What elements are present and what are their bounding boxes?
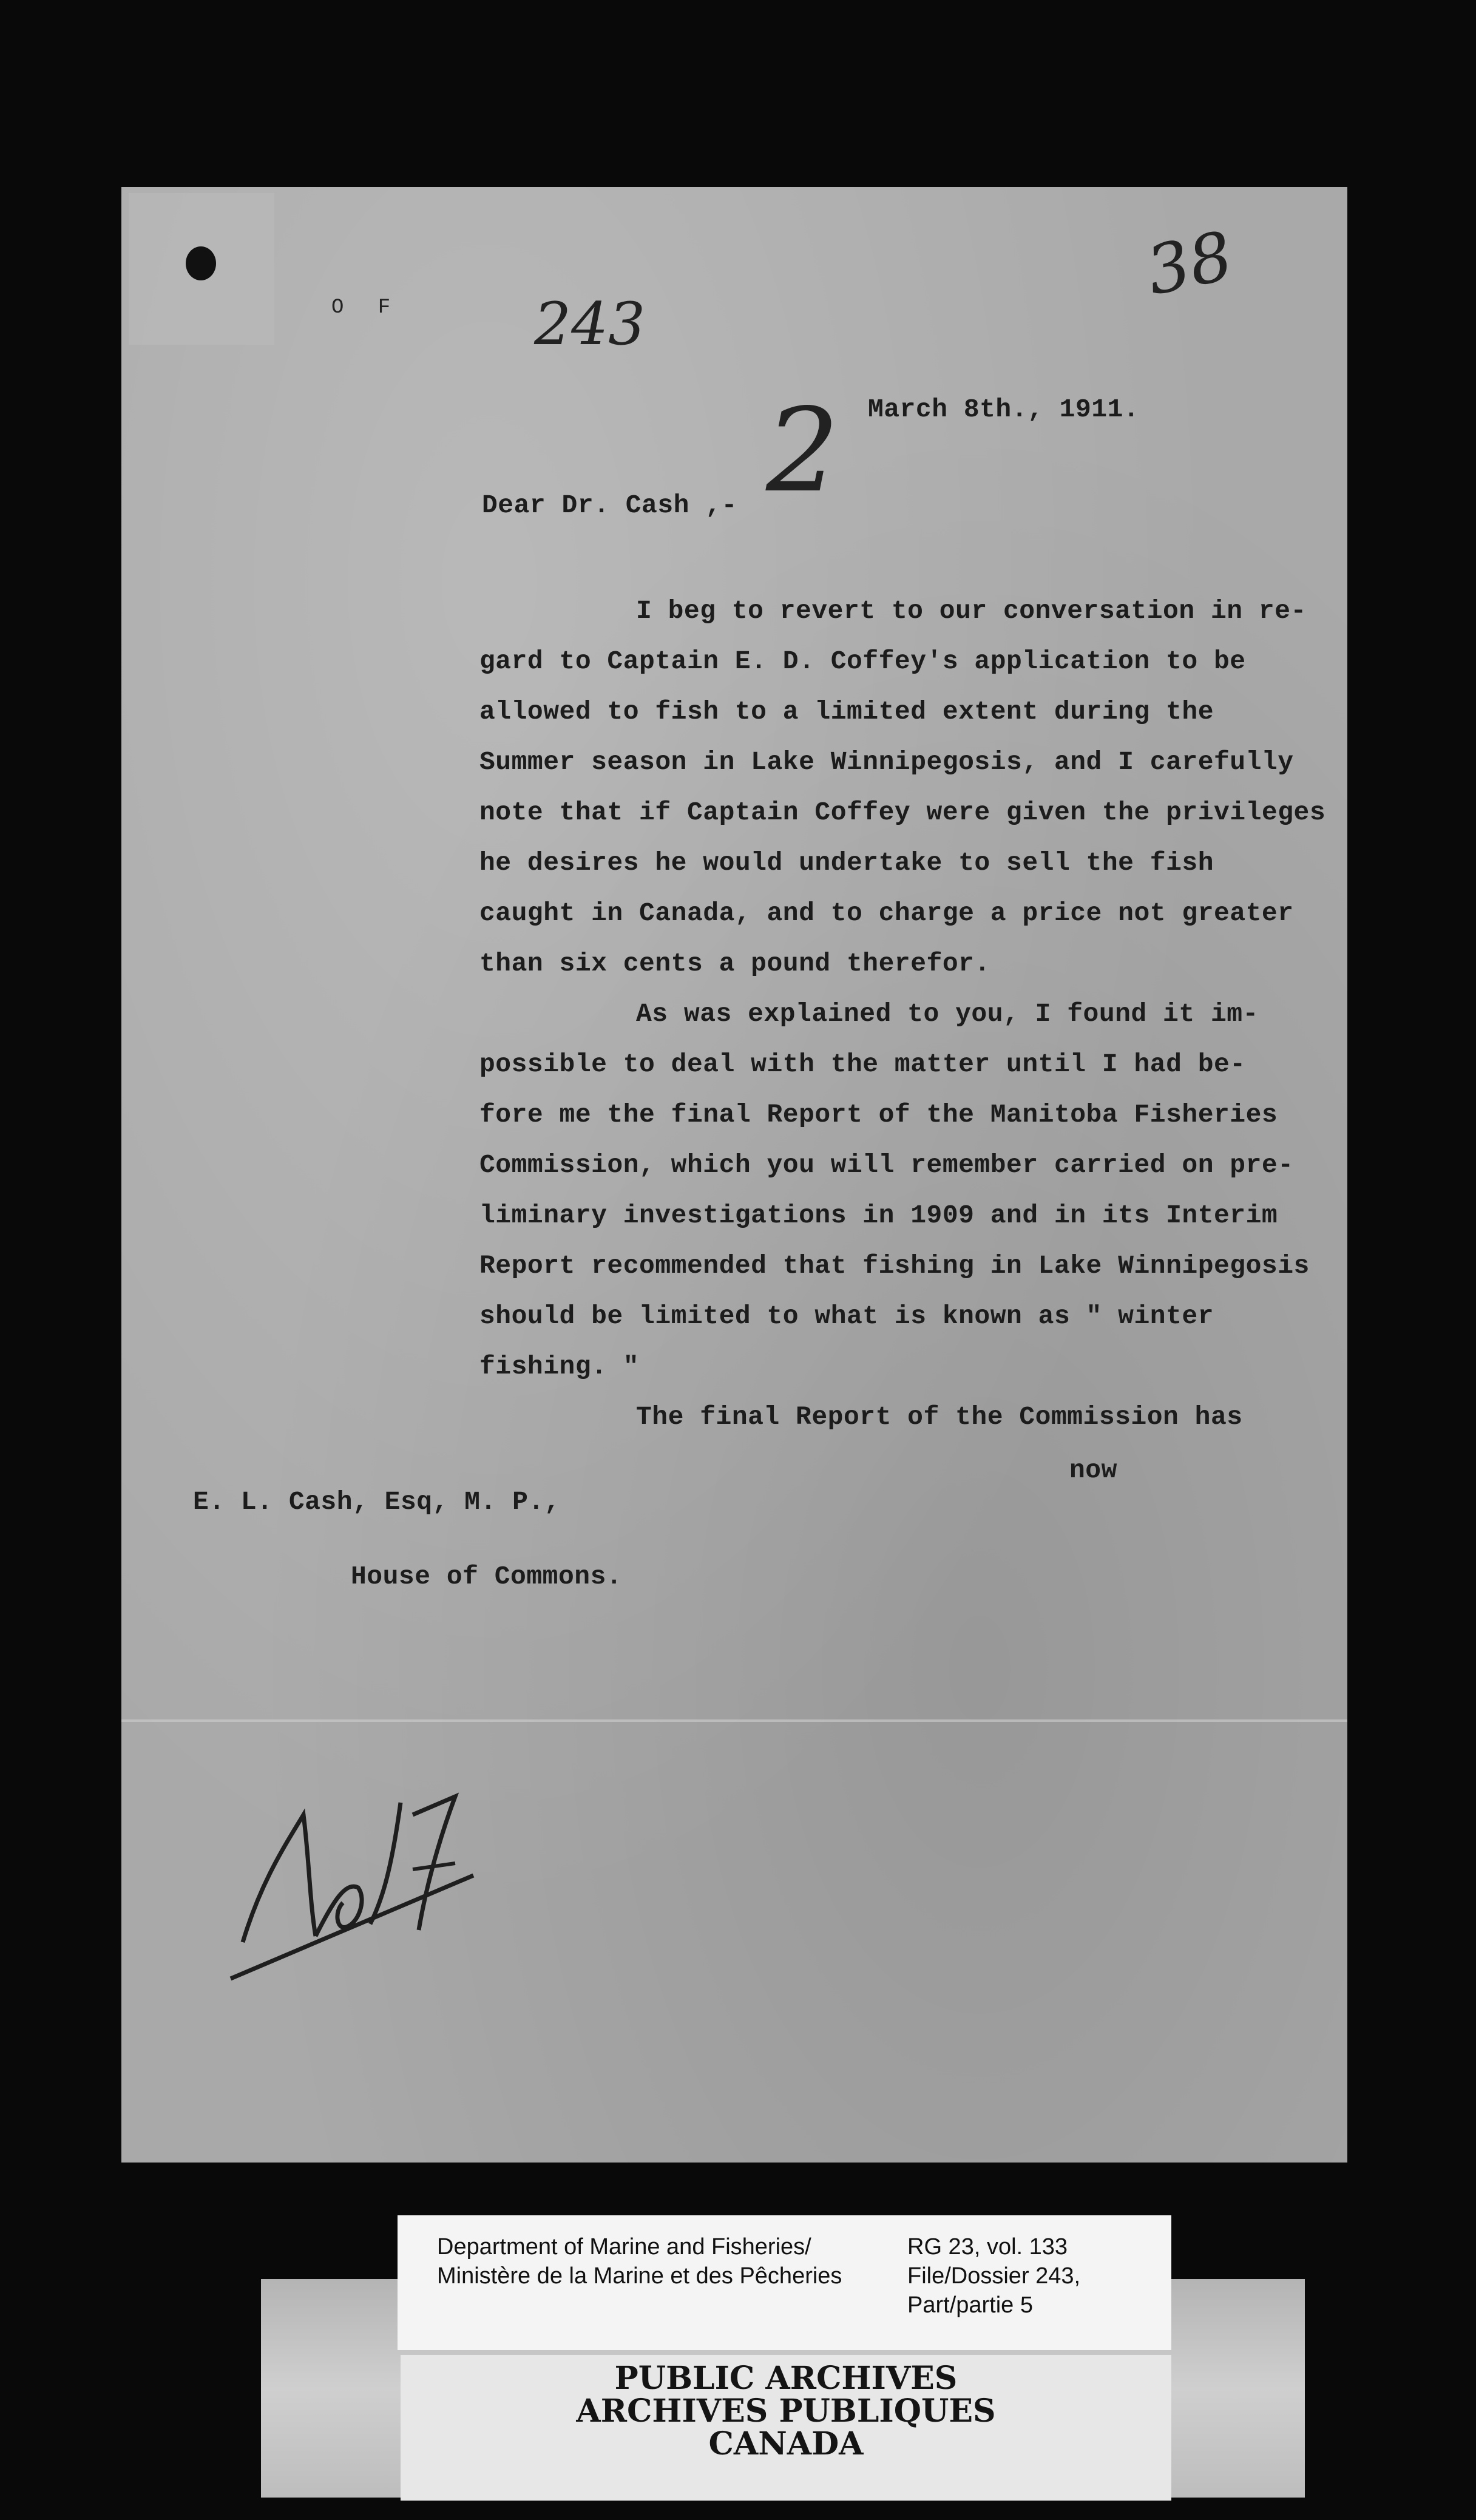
body-line: he desires he would undertake to sell the fish <box>479 848 1214 878</box>
body-line: gard to Captain E. D. Coffey's application to be <box>479 646 1246 676</box>
body-line: I beg to revert to our conversation in re- <box>636 596 1307 626</box>
body-line: As was explained to you, I found it im- <box>636 999 1259 1029</box>
body-line: fishing. " <box>479 1352 640 1381</box>
body-line: allowed to fish to a limited extent during the <box>479 697 1214 727</box>
body-line: caught in Canada, and to charge a price not greater <box>479 898 1294 928</box>
initials-signature <box>218 1778 486 1997</box>
body-line: Summer season in Lake Winnipegosis, and I carefully <box>479 747 1294 777</box>
body-line: possible to deal with the matter until I had be- <box>479 1049 1246 1079</box>
reference-volume: RG 23, vol. 133 <box>907 2234 1068 2260</box>
department-fr: Ministère de la Marine et des Pêcheries <box>437 2263 842 2289</box>
body-line: fore me the final Report of the Manitoba Fisheries <box>479 1100 1278 1130</box>
body-line: Commission, which you will remember carried on pre- <box>479 1150 1294 1180</box>
addressee-name: E. L. Cash, Esq, M. P., <box>193 1487 560 1517</box>
stamp-line-en: PUBLIC ARCHIVES <box>614 2360 958 2397</box>
letter-date: March 8th., 1911. <box>868 395 1140 424</box>
body-line: than six cents a pound therefor. <box>479 949 990 978</box>
reference-part: Part/partie 5 <box>907 2292 1033 2318</box>
body-line: should be limited to what is known as " winter <box>479 1301 1214 1331</box>
department-block <box>437 2232 842 2291</box>
stamp-line-country: CANADA <box>708 2425 864 2462</box>
stamp-line-fr: ARCHIVES PUBLIQUES <box>576 2393 996 2430</box>
reference-file: File/Dossier 243, <box>907 2263 1081 2289</box>
addressee-place: House of Commons. <box>351 1562 623 1591</box>
continuation-word: now <box>1069 1455 1117 1485</box>
body-line: note that if Captain Coffey were given the privileges <box>479 798 1326 827</box>
body-line: Report recommended that fishing in Lake Winnipegosis <box>479 1251 1310 1281</box>
department-en: Department of Marine and Fisheries/ <box>437 2234 811 2260</box>
body-line: The final Report of the Commission has <box>636 1402 1243 1432</box>
body-line: liminary investigations in 1909 and in its Interim <box>479 1201 1278 1230</box>
handwritten-corner-number: 38 <box>1140 216 1239 311</box>
of-mark: O F <box>331 296 402 319</box>
archive-reference-label <box>398 2215 1171 2350</box>
handwritten-file-number: 243 <box>534 290 646 358</box>
fold-line <box>121 1719 1347 1722</box>
punch-hole <box>186 246 216 280</box>
salutation: Dear Dr. Cash ,- <box>482 490 737 520</box>
reference-block <box>907 2232 1080 2320</box>
handwritten-page-mark: 2 <box>766 384 839 518</box>
public-archives-stamp <box>401 2362 1171 2461</box>
